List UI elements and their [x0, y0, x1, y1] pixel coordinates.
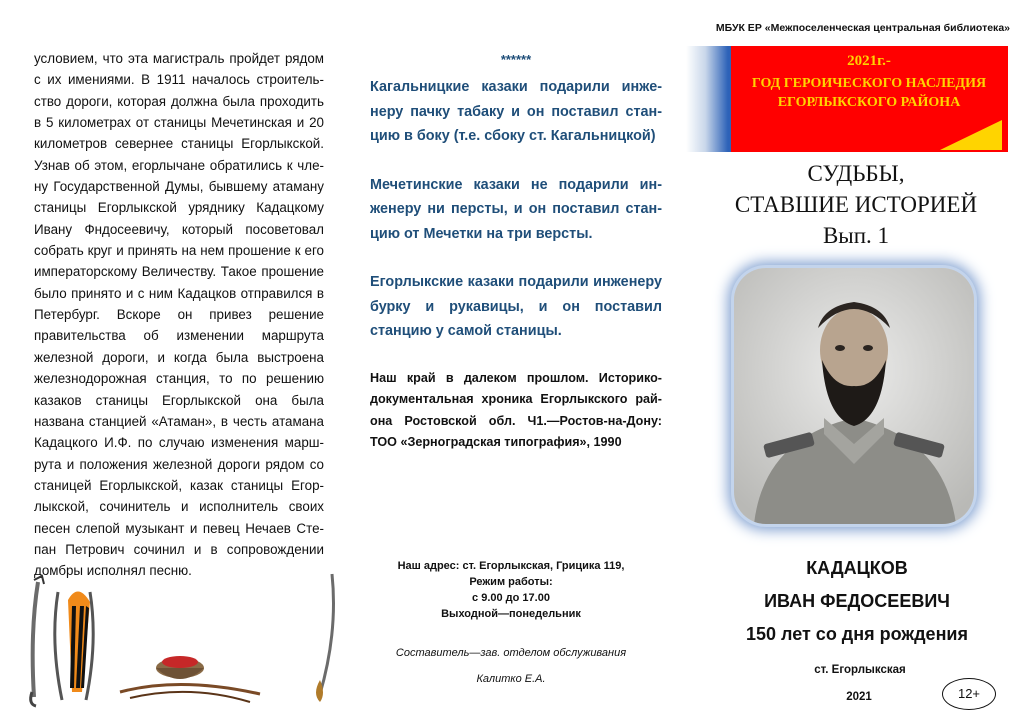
age-rating-badge: 12+ — [942, 678, 996, 710]
organization-name: МБУК ЕР «Межпоселенческая центральная библиотека» — [715, 22, 1010, 34]
hours-label: Режим работы: — [469, 576, 553, 588]
publication-place: ст. Егорлыкская — [814, 664, 906, 676]
publication-year: 2021 — [846, 691, 872, 703]
article-continuation-text: условием, что эта магистраль пройдет рядом с их имениями. В 1911 началось строительство дороги, которая должна была проходить в 5 километрах от станицы Мечетинская и 20 километров севернее станицы Егорлыкской. Узнав об этом, егорлычане обратились к члену Государственной Думы, бывшему атаману станицы Егорлыкской уряднику Кадацкому Ивану Фндосеевичу, который посоветовал собрать круг и принять на нем прошение к его императорскому Величеству. Такое прошение было принято и с ним Кадацков отправился в Петербург. Вскоре он привез решение правительства об изменении маршрута железной дороги, и когда была выстроена железнодорожная станция, то по решению казаков станицы Егорлыкской она была названа станцией «Атаман», в честь атамана Кадацкого И.Ф. по случаю изменения маршрута и положения железной дороги рядом со станицей Егорлыкской, казак станицы Егорлыкской, сочинитель и исполнитель своих песен слепой музыкант и певец Нечаев Степан Петрович сочинил и в сопровождении домбры исполнял песню. — [34, 51, 324, 579]
working-hours: с 9.00 до 17.00 — [472, 592, 550, 604]
anniversary-line: 150 лет со дня рождения — [745, 624, 969, 644]
folk-song-block — [370, 52, 662, 454]
verse-kagalnitskaya: Кагальницкие казаки подарили инженеру пачку табаку и он поставил станцию в боку (т.е. сбоку ст. Кагальницкой) — [370, 79, 662, 144]
hero-given-names: ИВАН ФЕДОСЕЕВИЧ — [764, 591, 950, 611]
papakha-hat-icon — [156, 656, 204, 679]
verse-egorlykskaya: Егорлыкские казаки подарили инженеру бурку и рукавицы, и он поставил станцию у самой станицы. — [370, 274, 662, 339]
banner-triangle-icon — [940, 120, 1002, 150]
day-off: Выходной—понедельник — [441, 608, 581, 620]
library-contacts — [380, 558, 642, 622]
hero-surname: КАДАЦКОВ — [806, 558, 908, 578]
address: Наш адрес: ст. Егорлыкская, Грицика 119, — [397, 560, 625, 572]
series-title-line-2: СТАВШИЕ ИСТОРИЕЙ — [734, 192, 978, 217]
compiler-info — [380, 640, 642, 692]
issue-number: Вып. 1 — [822, 223, 890, 248]
series-title — [700, 158, 1012, 251]
banner-line-1: ГОД ГЕРОИЧЕСКОГО НАСЛЕДИЯ — [751, 76, 987, 91]
belt-icon — [120, 684, 260, 702]
saber-right-icon — [316, 574, 334, 702]
banner-line-2: ЕГОРЛЫКСКОГО РАЙОНА — [777, 95, 961, 110]
cossack-artifacts-illustration — [20, 572, 350, 712]
series-title-line-1: СУДЬБЫ, — [807, 161, 905, 186]
compiler-name: Калитко Е.А. — [476, 673, 546, 685]
compiler-role: Составитель—зав. отделом обслуживания — [395, 647, 627, 659]
source-reference: Наш край в далеком прошлом. Историко-документальная хроника Егорлыкского района Ростовской обл. Ч1.—Ростов-на-Дону: ТОО «Зерноградская типография», 1990 — [370, 370, 662, 449]
banner-year: 2021г.- — [847, 53, 891, 69]
portrait-figure-icon — [734, 268, 974, 524]
portrait-photo — [734, 268, 974, 524]
stars-separator: ****** — [500, 52, 532, 67]
hero-name-block — [690, 552, 1024, 651]
saber-left-icon — [31, 576, 44, 706]
st-george-ribbon-icon — [68, 591, 90, 692]
banner-text — [732, 48, 1006, 112]
verse-mechetinskaya: Мечетинские казаки не подарили инженеру ни персты, и он поставил станцию от Мечетки на три версты. — [370, 176, 662, 242]
